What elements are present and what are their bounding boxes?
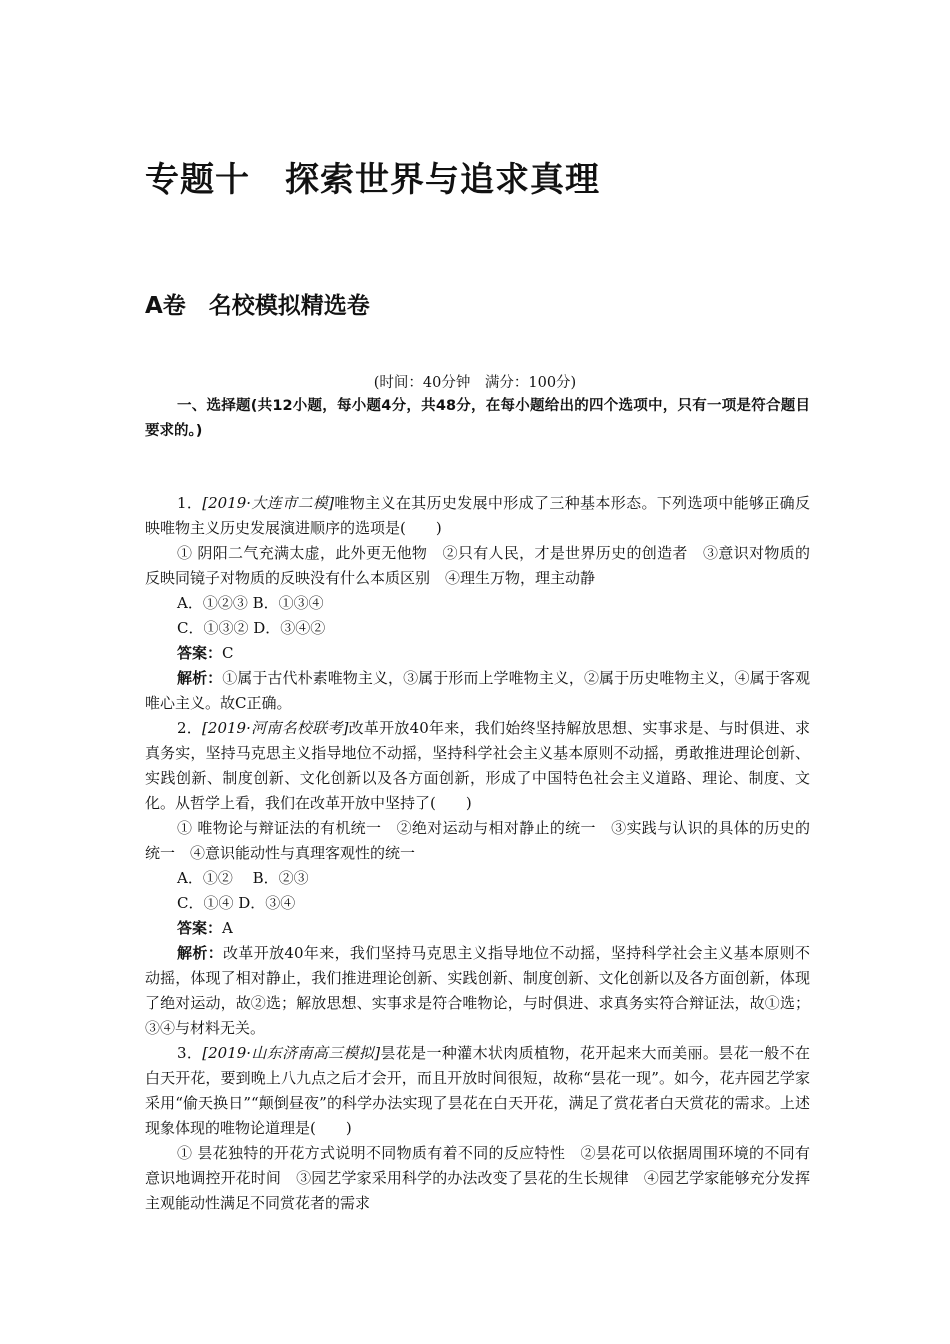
question-options: A．①②③ B．①③④ — [177, 594, 324, 612]
analysis-text: ①属于古代朴素唯物主义，③属于形而上学唯物主义，②属于历史唯物主义，④属于客观唯心主义。故C正确。 — [145, 669, 810, 712]
analysis-text: 改革开放40年来，我们坚持马克思主义指导地位不动摇，坚持科学社会主义基本原则不动摇，体现了相对静止，我们推进理论创新、实践创新、制度创新、文化创新以及各方面创新，体现了绝对运动，故②选；解放思想、实事求是符合唯物论，与时俱进、求真务实符合辩证法，故①选；③④与材料无关。 — [145, 944, 810, 1037]
question-number: 2． — [177, 719, 203, 737]
question-statements: ① 阴阳二气充满太虚，此外更无他物 ②只有人民，才是世界历史的创造者 ③意识对物质的反映同镜子对物质的反映没有什么本质区别 ④理生万物，理主动静 — [145, 544, 810, 587]
question-stem — [145, 1041, 810, 1141]
analysis-label: 解析： — [177, 669, 223, 687]
exam-meta: (时间：40分钟 满分：100分) — [373, 375, 577, 391]
question-stem — [145, 716, 810, 816]
section-subtitle: A卷 名校模拟精选卷 — [145, 293, 370, 319]
question-source: [2019·山东济南高三模拟] — [202, 1044, 381, 1062]
answer-value: A — [222, 919, 233, 937]
question-statements: ① 唯物论与辩证法的有机统一 ②绝对运动与相对静止的统一 ③实践与认识的具体的历史的统一 ④意识能动性与真理客观性的统一 — [145, 819, 810, 862]
question-options: C．①③② D．③④② — [177, 619, 326, 637]
question-number: 3． — [177, 1044, 203, 1062]
question-options: C．①④ D．③④ — [177, 894, 296, 912]
question-list — [145, 491, 810, 1216]
question-source: [2019·河南名校联考] — [202, 719, 349, 737]
question-text: 唯物主义在其历史发展中形成了三种基本形态。下列选项中能够正确反映唯物主义历史发展演进顺序的选项是( ) — [145, 494, 811, 537]
question-answer — [145, 641, 810, 666]
analysis-label: 解析： — [177, 944, 224, 962]
question-statements: ① 昙花独特的开花方式说明不同物质有着不同的反应特性 ②昙花可以依据周围环境的不同有意识地调控开花时间 ③园艺学家采用科学的办法改变了昙花的生长规律 ④园艺学家能够充分发挥主观能动性满足不同赏花者的需求 — [145, 1144, 810, 1212]
question-analysis — [145, 941, 810, 1041]
question-answer — [145, 916, 810, 941]
question-options: A．①② B．②③ — [177, 869, 309, 887]
question-source: [2019·大连市二模] — [202, 494, 335, 512]
question-analysis — [145, 666, 810, 716]
instructions: 一、选择题(共12小题，每小题4分，共48分，在每小题给出的四个选项中，只有一项是符合题目要求的。) — [145, 398, 810, 439]
question-text: 改革开放40年来，我们始终坚持解放思想、实事求是、与时俱进、求真务实，坚持马克思主义指导地位不动摇，坚持科学社会主义基本原则不动摇，勇敢推进理论创新、实践创新、制度创新、文化创新以及各方面创新，形成了中国特色社会主义道路、理论、制度、文化。从哲学上看，我们在改革开放中坚持了( ) — [145, 719, 810, 812]
page-title: 专题十 探索世界与追求真理 — [145, 160, 600, 200]
answer-label: 答案： — [177, 644, 223, 662]
answer-label: 答案： — [177, 919, 223, 937]
question-stem — [145, 491, 810, 541]
question-text: 昙花是一种灌木状肉质植物，花开起来大而美丽。昙花一般不在白天开花，要到晚上八九点之后才会开，而且开放时间很短，故称“昙花一现”。如今，花卉园艺学家采用“偷天换日”“颠倒昼夜”的科学办法实现了昙花在白天开花，满足了赏花者白天赏花的需求。上述现象体现的唯物论道理是( ) — [145, 1044, 810, 1137]
question-number: 1． — [177, 494, 203, 512]
answer-value: C — [222, 644, 234, 662]
